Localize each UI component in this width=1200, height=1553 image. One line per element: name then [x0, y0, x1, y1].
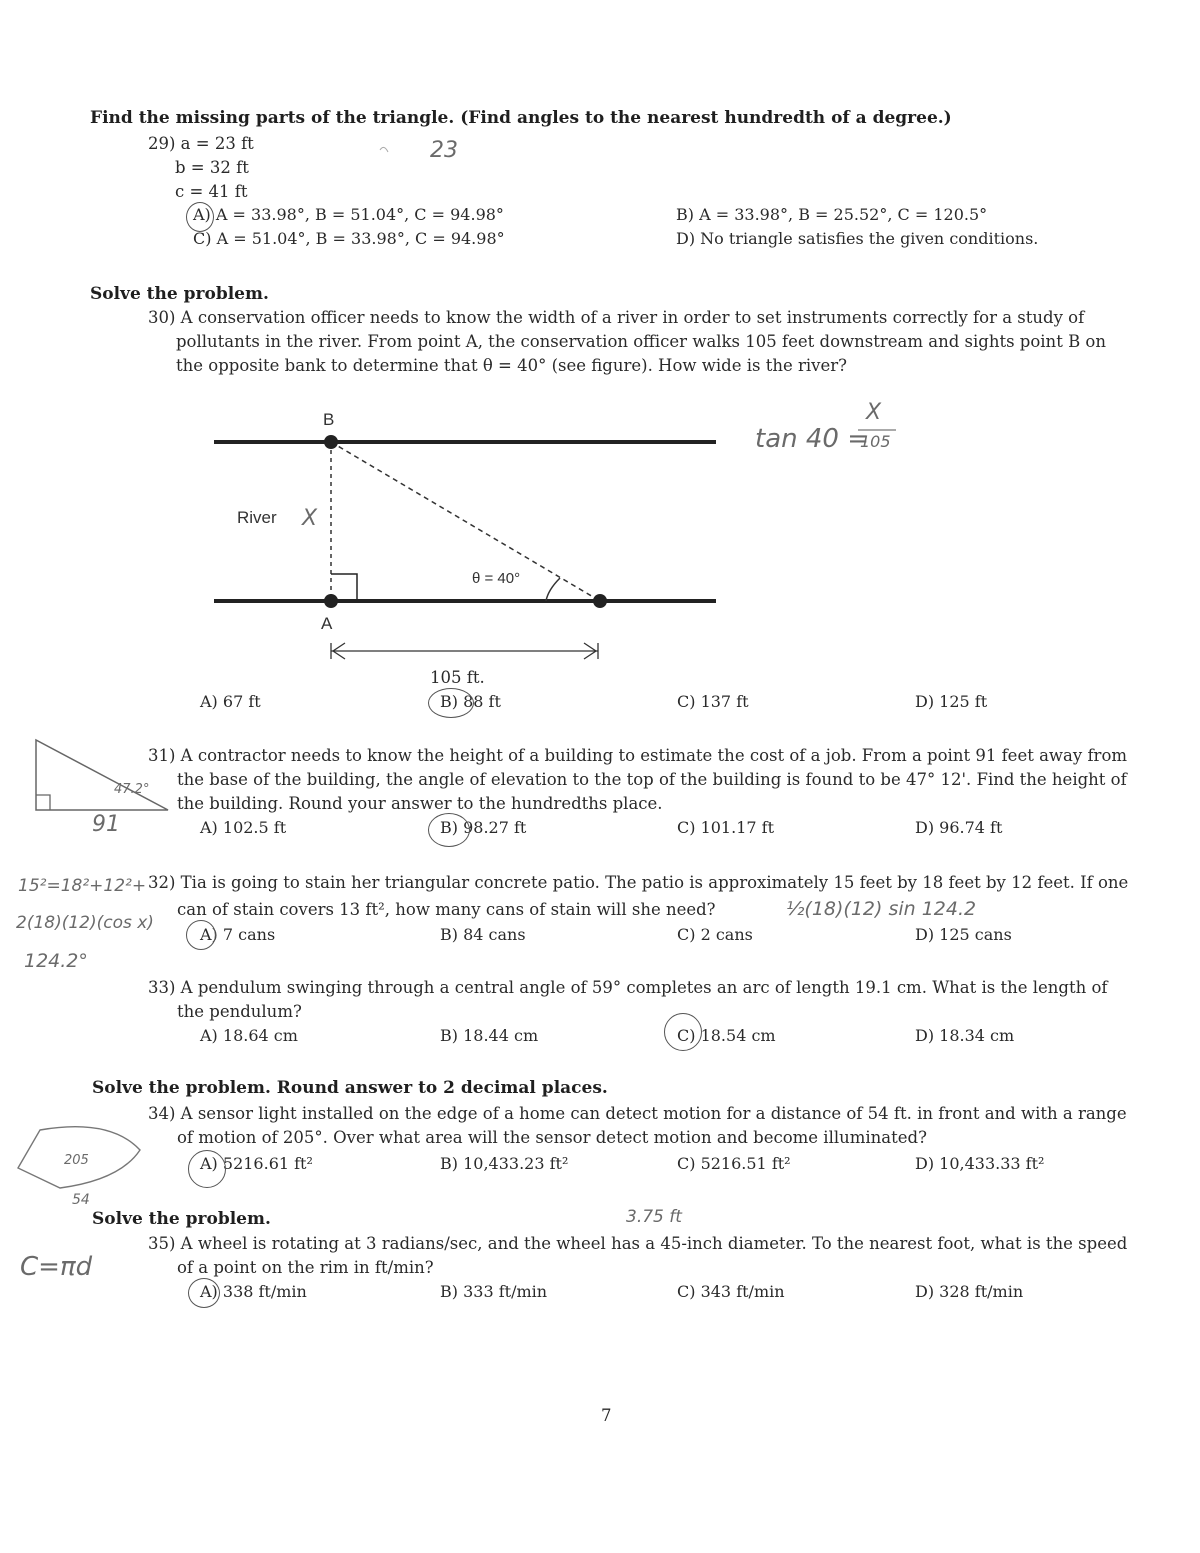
answer-circle: [428, 813, 470, 847]
q29-side-a: 29) a = 23 ft: [148, 134, 254, 153]
section-header-solve-2: Solve the problem.: [92, 1209, 271, 1229]
q32-choice-a: A) 7 cans: [200, 925, 276, 944]
q29-choice-d: D) No triangle satisfies the given conditions.: [676, 229, 1039, 248]
sight-line: [331, 442, 600, 601]
section-header-solve: Solve the problem.: [90, 284, 269, 304]
point-c: [593, 594, 607, 608]
answer-circle: [428, 688, 474, 718]
figure-label-river: River: [237, 508, 277, 527]
answer-circle: [188, 1278, 220, 1308]
section-header-triangle: Find the missing parts of the triangle. (Find angles to the nearest hundredth of a degree.): [90, 108, 952, 128]
q35-choice-d: D) 328 ft/min: [915, 1282, 1024, 1301]
q29-choice-a: A) A = 33.98°, B = 51.04°, C = 94.98°: [193, 205, 504, 224]
figure-label-b: B: [323, 410, 335, 429]
handwriting-tan-den: 105: [860, 432, 891, 451]
answer-circle: [186, 202, 214, 232]
handwriting-radius-ft: 3.75 ft: [626, 1207, 682, 1227]
q33-line1: 33) A pendulum swinging through a central angle of 59° completes an arc of length 19.1 cm. What is the length of: [148, 978, 1108, 997]
q29-choice-c: C) A = 51.04°, B = 33.98°, C = 94.98°: [193, 229, 505, 248]
q34-line2: of motion of 205°. Over what area will the sensor detect motion and become illuminated?: [177, 1128, 927, 1147]
page-number: 7: [601, 1406, 612, 1425]
handwriting-tan: tan 40 =: [755, 424, 870, 454]
handwriting-law-cos-2: 2(18)(12)(cos x): [16, 913, 154, 933]
q30-line2: pollutants in the river. From point A, the conservation officer walks 105 feet downstream and sights point B on: [176, 332, 1106, 351]
q33-line2: the pendulum?: [177, 1002, 302, 1021]
figure-label-a: A: [321, 614, 333, 633]
handwriting-tan-num: X: [866, 400, 882, 425]
point-a: [324, 594, 338, 608]
handwriting-formula: C=πd: [20, 1252, 93, 1282]
q29-choice-b: B) A = 33.98°, B = 25.52°, C = 120.5°: [676, 205, 988, 224]
q31-line3: the building. Round your answer to the hundredths place.: [177, 794, 663, 813]
q32-choice-d: D) 125 cans: [915, 925, 1012, 944]
q32-line1: 32) Tia is going to stain her triangular concrete patio. The patio is approximately 15 feet by 18 feet by 12 feet. If one: [148, 873, 1129, 892]
q31-choice-b: B) 98.27 ft: [440, 818, 527, 837]
q32-choice-c: C) 2 cans: [677, 925, 753, 944]
q30-choice-c: C) 137 ft: [677, 692, 749, 711]
q35-choice-c: C) 343 ft/min: [677, 1282, 785, 1301]
handwriting-law-cos-3: 124.2°: [24, 950, 88, 972]
q31-line1: 31) A contractor needs to know the height of a building to estimate the cost of a job. From a point 91 feet away from: [148, 746, 1128, 765]
answer-circle: [186, 920, 216, 950]
q32-choice-b: B) 84 cans: [440, 925, 526, 944]
q35-choice-a: A) 338 ft/min: [200, 1282, 307, 1301]
q35-line2: of a point on the rim in ft/min?: [177, 1258, 434, 1277]
handwriting-base: 91: [92, 812, 120, 837]
q33-choice-b: B) 18.44 cm: [440, 1026, 539, 1045]
theta-arc: [546, 578, 560, 601]
handwriting-x: X: [302, 506, 318, 531]
q33-choice-c: C) 18.54 cm: [677, 1026, 776, 1045]
q34-choice-b: B) 10,433.23 ft²: [440, 1154, 569, 1173]
q34-choice-c: C) 5216.51 ft²: [677, 1154, 791, 1173]
q30-line1: 30) A conservation officer needs to know the width of a river in order to set instruments correctly for a study of: [148, 308, 1085, 327]
q33-choice-a: A) 18.64 cm: [200, 1026, 298, 1045]
q30-choice-a: A) 67 ft: [200, 692, 261, 711]
q32-line2: can of stain covers 13 ft², how many cans of stain will she need?: [177, 900, 716, 919]
q31-line2: the base of the building, the angle of elevation to the top of the building is found to be 47° 12'. Find the height of: [177, 770, 1127, 789]
q30-choice-d: D) 125 ft: [915, 692, 988, 711]
q30-choice-b: B) 88 ft: [440, 692, 501, 711]
q35-choice-b: B) 333 ft/min: [440, 1282, 548, 1301]
q33-choice-d: D) 18.34 cm: [915, 1026, 1015, 1045]
q31-choice-d: D) 96.74 ft: [915, 818, 1003, 837]
figure-label-distance: 105 ft.: [430, 668, 485, 687]
section-header-solve-round: Solve the problem. Round answer to 2 decimal places.: [92, 1078, 608, 1098]
figure-label-theta: θ = 40°: [472, 570, 521, 587]
answer-circle: [188, 1150, 226, 1188]
q30-line3: the opposite bank to determine that θ = 40° (see figure). How wide is the river?: [176, 356, 847, 375]
handwriting-sector-radius: 54: [72, 1192, 90, 1208]
q34-line1: 34) A sensor light installed on the edge of a home can detect motion for a distance of 54 ft. in front and with a range: [148, 1104, 1127, 1123]
q31-choice-a: A) 102.5 ft: [200, 818, 287, 837]
q29-handwriting: 23: [430, 138, 458, 163]
q29-side-c: c = 41 ft: [175, 182, 248, 201]
answer-circle: [664, 1013, 702, 1051]
q31-choice-c: C) 101.17 ft: [677, 818, 774, 837]
handwriting-law-cos-1: 15²=18²+12²+: [18, 876, 147, 896]
q35-line1: 35) A wheel is rotating at 3 radians/sec, and the wheel has a 45-inch diameter. To the nearest foot, what is the speed: [148, 1234, 1128, 1253]
handwriting-sector-angle: 205: [64, 1153, 89, 1168]
q29-side-b: b = 32 ft: [175, 158, 249, 177]
point-b: [324, 435, 338, 449]
q34-choice-d: D) 10,433.33 ft²: [915, 1154, 1045, 1173]
q34-choice-a: A) 5216.61 ft²: [200, 1154, 313, 1173]
handwriting-angle: 47.2°: [114, 782, 150, 797]
handwriting-area: ½(18)(12) sin 124.2: [786, 898, 977, 920]
